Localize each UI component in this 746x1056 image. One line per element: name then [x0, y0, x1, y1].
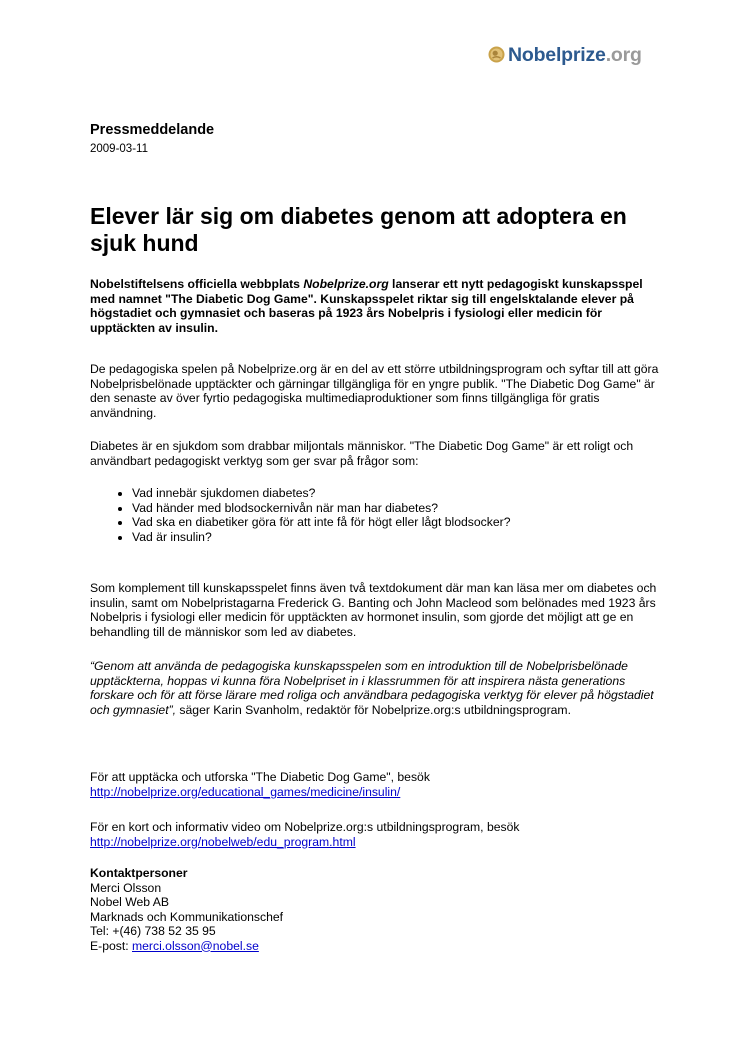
game-link-paragraph — [90, 770, 665, 799]
lead-site-name: Nobelprize.org — [303, 277, 389, 291]
body-paragraph-complement: Som komplement till kunskapsspelet finns även två textdokument där man kan läsa mer om diabetes och insulin, samt om Nobelpristagarna Frederick G. Banting och John Macleod som belönades med 1923 års Nobelpris i fysiologi eller medicin för upptäckten av hormonet insulin, som gjorde det möjligt att ge en behandling till de människor som led av diabetes. — [90, 581, 657, 639]
contact-company: Nobel Web AB — [90, 895, 170, 909]
lead-after: lanserar ett nytt pedagogiskt kunskapsspel med namnet "The Diabetic Dog Game". Kunskapsspelet riktar sig till engelsktalande elever på högstadiet och gymnasiet och baseras på 1923 års Nobelpris i fysiologi eller medicin för upptäckten av insulin. — [90, 277, 643, 335]
list-item: • Vad ska en diabetiker göra för att inte få för högt eller lågt blodsocker? — [132, 515, 672, 530]
lead-paragraph — [90, 277, 665, 335]
contact-email-line — [90, 939, 283, 954]
contact-heading: Kontaktpersoner — [90, 866, 188, 880]
video-link-paragraph — [90, 820, 665, 849]
contact-name: Merci Olsson — [90, 880, 162, 895]
video-link[interactable]: http://nobelprize.org/nobelweb/edu_program.html — [90, 834, 356, 849]
page-title: Elever lär sig om diabetes genom att adoptera en sjuk hund — [90, 203, 627, 256]
list-item: • Vad är insulin? — [132, 530, 672, 545]
game-link[interactable]: http://nobelprize.org/educational_games/medicine/insulin/ — [90, 784, 401, 799]
list-item: • Vad innebär sjukdomen diabetes? — [132, 486, 672, 501]
question-list — [108, 486, 672, 544]
document-type: Pressmeddelande — [90, 122, 215, 138]
nobel-medal-icon — [488, 46, 505, 63]
body-paragraph-diabetes: Diabetes är en sjukdom som drabbar miljontals människor. "The Diabetic Dog Game" är ett roligt och användbart pedagogiskt verktyg som ger svar på frågor som: — [90, 439, 634, 468]
logo-tld: .org — [605, 44, 642, 66]
release-date: 2009-03-11 — [90, 143, 148, 155]
video-link-intro: För en kort och informativ video om Nobelprize.org:s utbildningsprogram, besök — [90, 820, 520, 834]
list-item: • Vad händer med blodsockernivån när man har diabetes? — [132, 501, 672, 516]
logo-wordmark — [508, 44, 642, 67]
quote-attribution: säger Karin Svanholm, redaktör för Nobelprize.org:s utbildningsprogram. — [176, 702, 571, 717]
body-paragraph-programme: De pedagogiska spelen på Nobelprize.org är en del av ett större utbildningsprogram och syftar till att göra Nobelprisbelönade upptäckter och gärningar tillgängliga för en yngre publik. "The Diabetic Dog Game" är den senaste av över fyrtio pedagogiska multimediaproduktioner som finns tillgängliga för gratis användning. — [90, 362, 659, 420]
game-link-intro: För att upptäcka och utforska "The Diabetic Dog Game", besök — [90, 770, 430, 784]
quote-text: “Genom att använda de pedagogiska kunskapsspelen som en introduktion till de Nobelprisbelönade upptäckterna, hoppas vi kunna föra Nobelpriset in i klassrummen för att inspirera nästa generations forskare och för att förse lärare med roliga och användbara pedagogiska verktyg för elever på högstadiet och gymnasiet”, — [90, 659, 654, 717]
contact-block — [90, 866, 283, 953]
lead-before: Nobelstiftelsens officiella webbplats — [90, 277, 304, 291]
contact-phone: Tel: +(46) 738 52 35 95 — [90, 924, 216, 938]
contact-role: Marknads och Kommunikationschef — [90, 909, 284, 924]
contact-email-link[interactable]: merci.olsson@nobel.se — [132, 938, 259, 953]
logo-name: Nobelprize — [508, 44, 606, 66]
quote-paragraph — [90, 659, 665, 717]
contact-email-label: E-post: — [90, 938, 132, 953]
nobelprize-logo[interactable] — [488, 44, 663, 66]
